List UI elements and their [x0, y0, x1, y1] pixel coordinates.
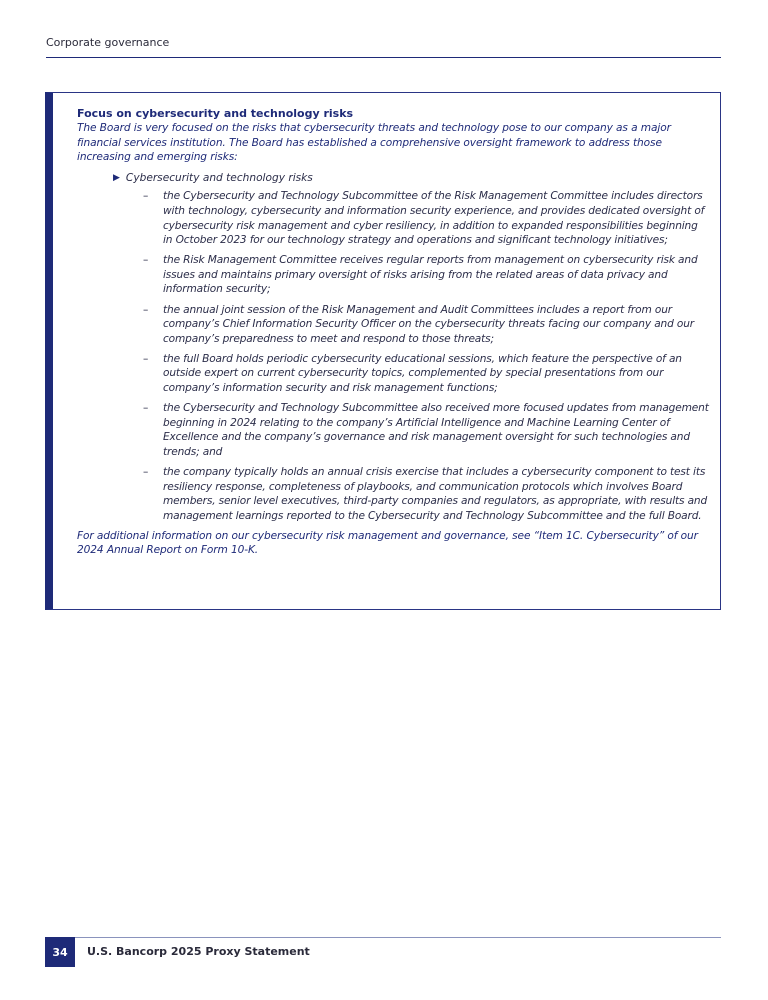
header-divider	[46, 57, 721, 58]
footer-divider	[46, 937, 721, 938]
list-item	[143, 465, 709, 523]
dash-icon: –	[143, 465, 149, 478]
dash-icon: –	[143, 190, 149, 203]
list-item	[143, 253, 709, 297]
dash-icon: –	[143, 352, 149, 365]
oversight-list	[143, 189, 709, 523]
section-header: Corporate governance	[46, 36, 170, 49]
triangle-right-icon: ▶	[113, 172, 120, 183]
list-item	[143, 189, 709, 247]
callout-title: Focus on cybersecurity and technology risks	[77, 107, 354, 120]
list-item-text: the full Board holds periodic cybersecurity educational sessions, which feature the perspective of an outside expert on current cybersecurity topics, complemented by special presentations from our company’s information security and risk management functions;	[163, 352, 682, 394]
dash-icon: –	[143, 254, 149, 267]
dash-icon: –	[143, 303, 149, 316]
list-item-text: the Risk Management Committee receives regular reports from management on cybersecurity risk and issues and maintains primary oversight of risks arising from the related areas of data privacy and information security;	[163, 254, 698, 296]
bullet-heading-label: Cybersecurity and technology risks	[125, 171, 313, 184]
bullet-heading	[113, 171, 709, 186]
list-item-text: the company typically holds an annual crisis exercise that includes a cybersecurity component to test its resiliency response, completeness of playbooks, and communication protocols which involves Board members, senior level executives, third-party companies and regulators, as appropriate, with results and management learnings reported to the Cybersecurity and Technology Subcommittee and the full Board.	[163, 465, 708, 522]
cybersecurity-callout-box	[45, 92, 721, 610]
list-item-text: the Cybersecurity and Technology Subcommittee of the Risk Management Committee includes directors with technology, cybersecurity and information security experience, and provides dedicated oversight of cybersecurity risk management and cyber resiliency, in addition to expanded responsibilities beginning in October 2023 for our technology strategy and operations and significant technology initiatives;	[163, 190, 705, 247]
dash-icon: –	[143, 402, 149, 415]
list-item-text: the annual joint session of the Risk Management and Audit Committees includes a report from our company’s Chief Information Security Officer on the cybersecurity threats facing our company and our company’s preparedness to meet and respond to those threats;	[163, 303, 695, 345]
list-item	[143, 303, 709, 347]
callout-intro: The Board is very focused on the risks that cybersecurity threats and technology pose to our company as a major financial services institution. The Board has established a comprehensive oversight framework to address those increasing and emerging risks:	[77, 122, 671, 164]
page-number: 34	[45, 937, 75, 967]
callout-outro: For additional information on our cybersecurity risk management and governance, see “Item 1C. Cybersecurity” of our 2024 Annual Report on Form 10-K.	[77, 529, 698, 557]
list-item-text: the Cybersecurity and Technology Subcommittee also received more focused updates from management beginning in 2024 relating to the company’s Artificial Intelligence and Machine Learning Center of Excellence and the company’s governance and risk management oversight for such technologies and trends; and	[163, 402, 709, 458]
footer-title: U.S. Bancorp 2025 Proxy Statement	[87, 945, 310, 958]
callout-content	[77, 106, 709, 558]
list-item	[143, 352, 709, 396]
list-item	[143, 401, 709, 459]
